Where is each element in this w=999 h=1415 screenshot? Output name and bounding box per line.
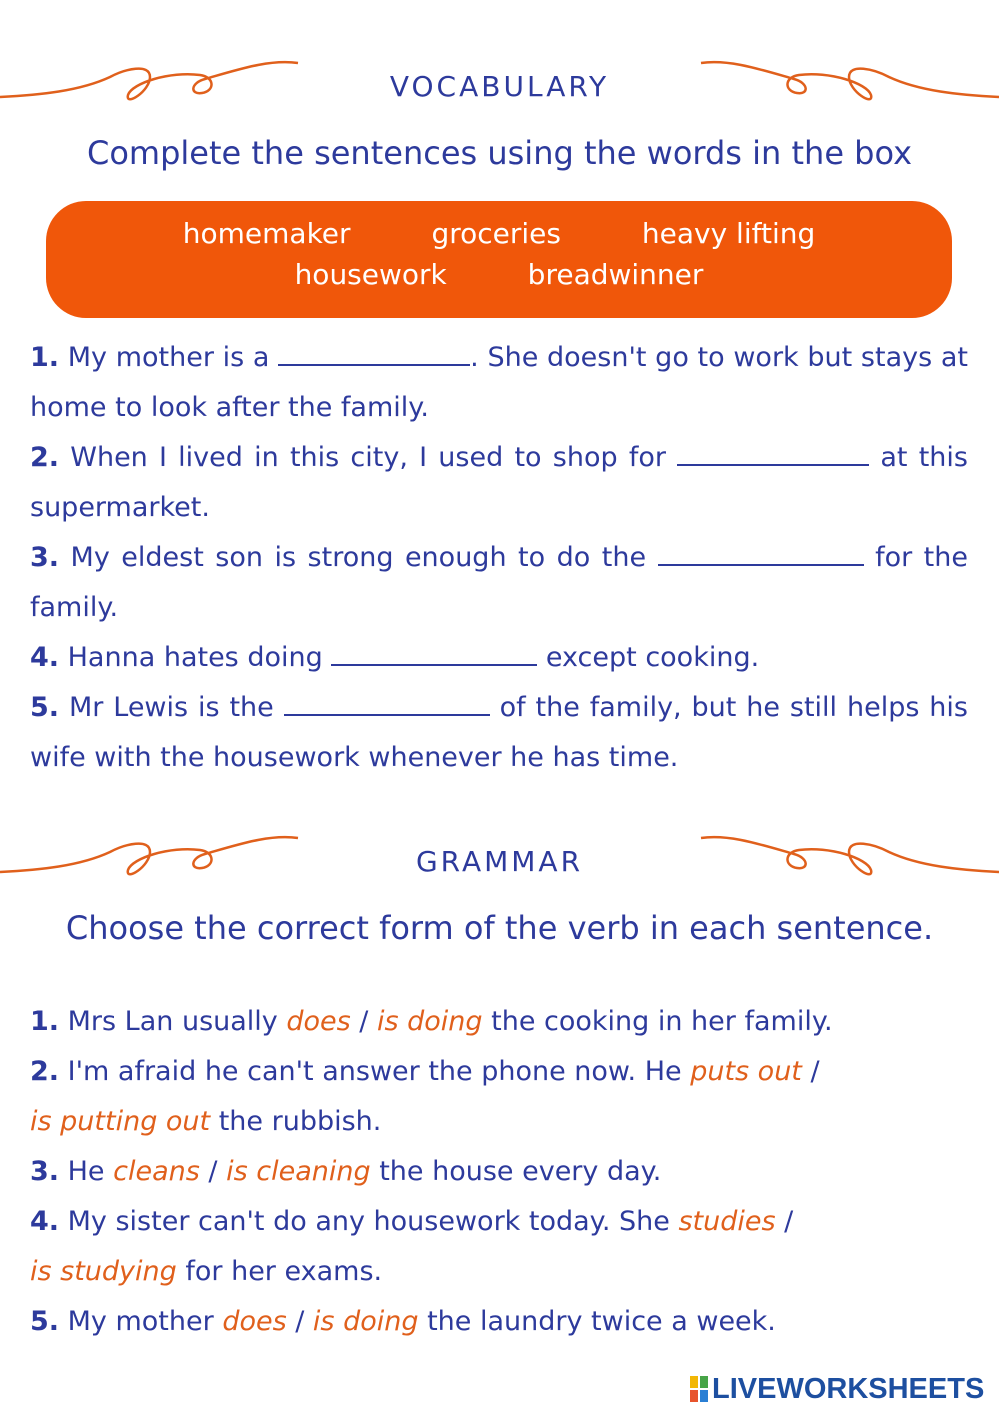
question-number: 1. [30,342,60,373]
verb-option[interactable]: does [222,1306,287,1337]
vocab-question-1: 1. My mother is a . She doesn't go to work but stays at home to look after the family. [30,333,968,433]
grammar-question-3: 3. He cleans / is cleaning the house every day. [30,1156,662,1187]
question-number: 3. [30,1156,60,1187]
verb-option[interactable]: puts out [690,1056,802,1087]
vocab-question-2: 2. When I lived in this city, I used to shop for at this supermarket. [30,433,968,533]
question-number: 4. [30,642,60,673]
grammar-question-2: 2. I'm afraid he can't answer the phone now. He puts out / is putting out the rubbish. [30,1056,820,1137]
word-option: breadwinner [527,258,704,291]
grammar-question-5: 5. My mother does / is doing the laundry twice a week. [30,1306,776,1337]
vocabulary-instruction: Complete the sentences using the words in the box [86,134,913,172]
word-option: groceries [431,217,561,250]
answer-blank[interactable] [658,538,864,566]
verb-option[interactable]: is cleaning [226,1156,371,1187]
answer-blank[interactable] [278,338,470,366]
question-number: 1. [30,1006,60,1037]
vocabulary-questions [30,333,968,783]
vocab-question-3: 3. My eldest son is strong enough to do the for the family. [30,533,968,633]
vocab-question-5: 5. Mr Lewis is the of the family, but he still helps his wife with the housework whenever he has time. [30,683,968,783]
liveworksheets-logo [690,1374,984,1404]
question-number: 5. [30,1306,60,1337]
answer-blank[interactable] [331,638,537,666]
question-number: 3. [30,542,60,573]
vocab-question-4: 4. Hanna hates doing except cooking. [30,633,968,683]
verb-option[interactable]: studies [678,1206,776,1237]
verb-option[interactable]: is doing [312,1306,419,1337]
verb-option[interactable]: is studying [30,1256,177,1287]
verb-option[interactable]: is doing [376,1006,483,1037]
word-option: housework [294,258,447,291]
question-number: 4. [30,1206,60,1237]
answer-blank[interactable] [677,438,869,466]
grammar-question-1: 1. Mrs Lan usually does / is doing the cooking in her family. [30,1006,833,1037]
answer-blank[interactable] [284,688,490,716]
grammar-question-4: 4. My sister can't do any housework today. She studies / is studying for her exams. [30,1206,794,1287]
word-option: homemaker [182,217,351,250]
grammar-questions [30,997,968,1347]
question-number: 2. [30,1056,60,1087]
question-number: 2. [30,442,60,473]
vocabulary-title: VOCABULARY [389,70,610,103]
verb-option[interactable]: does [286,1006,351,1037]
word-box [46,201,952,318]
grammar-title: GRAMMAR [415,845,584,878]
grammar-instruction: Choose the correct form of the verb in each sentence. [65,909,934,947]
verb-option[interactable]: is putting out [30,1106,211,1137]
logo-mark-icon [690,1376,708,1402]
logo-text: LIVEWORKSHEETS [712,1372,985,1405]
word-option: heavy lifting [641,217,816,250]
verb-option[interactable]: cleans [113,1156,200,1187]
question-number: 5. [30,692,60,723]
